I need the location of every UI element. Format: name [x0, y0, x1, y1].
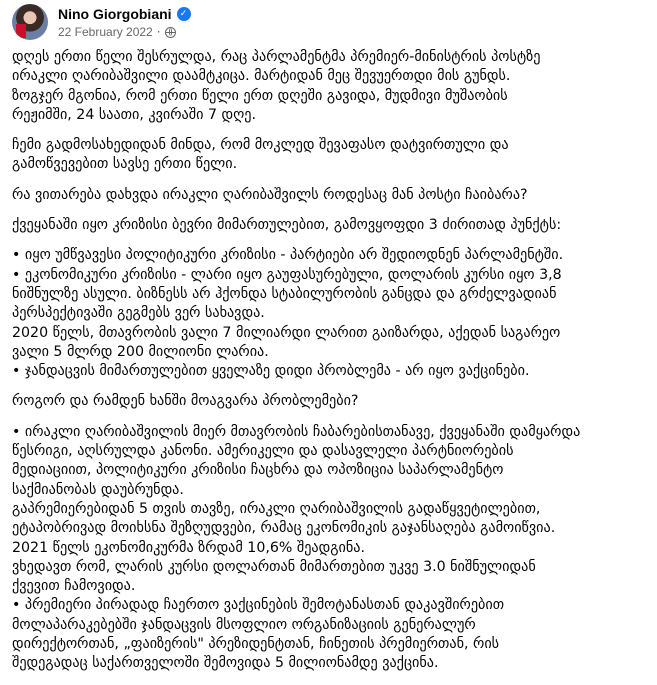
- flag-pin-icon: [16, 24, 26, 38]
- post-line: დღეს ერთი წელი შესრულდა, რაც პარლამენტმა პრემიერ-მინისტრის პოსტზე: [12, 49, 541, 65]
- globe-icon[interactable]: [165, 27, 176, 38]
- post-paragraph: [12, 48, 642, 125]
- post-line: წესრიგი, აღსრულდა კანონი. ამერიკელი და დასავლელი პარტნიორების: [12, 443, 514, 460]
- post-paragraph: [12, 136, 642, 175]
- post-line: ქვეყანაში იყო კრიზისი ბევრი მიმართულებით, გამოვყოფდი 3 ძირითად პუნქტს:: [12, 217, 562, 234]
- post-line: შედეგადაც საქართველოში შემოვიდა 5 მილიონამდე ვაქცინა.: [12, 655, 439, 672]
- post-line: რეჟიმში, 24 საათი, კვირაში 7 დღე.: [12, 106, 256, 123]
- post-line: ზოგჯერ მგონია, რომ ერთი წელი ერთ დღეში გავიდა, მუდმივი მუშაობის: [12, 87, 508, 104]
- author-avatar[interactable]: [12, 4, 48, 40]
- post-text: [12, 48, 642, 685]
- post-paragraph: [12, 246, 642, 381]
- post-line: ვალი 5 მლრდ 200 მილიონი ლარია.: [12, 343, 269, 360]
- post-line: • ირაკლი ღარიბაშვილის მიერ მთავრობის ჩაბარებისთანავე, ქვეყანაში დამყარდა: [12, 423, 581, 440]
- post-line: 2020 წელს, მთავრობის ვალი 7 მილიარდი ლარით გაიზარდა, აქედან საგარეო: [12, 324, 561, 341]
- post-line: მოლაპარაკებებში ჯანდაცვის მსოფლიო ორგანიზაციის გენერალურ: [12, 616, 476, 633]
- post-line: • ჯანდაცვის მიმართულებით ყველაზე დიდი პრობლემა - არ იყო ვაქცინები.: [12, 363, 530, 380]
- post-line: ირაკლი ღარიბაშვილი დაამტკიცა. მარტიდან მეც შევუერთდი მის გუნდს.: [12, 68, 511, 85]
- post-paragraph: [12, 186, 642, 205]
- verified-badge-icon: ✓: [177, 7, 191, 21]
- post-line: საქმიანობას დაუბრუნდა.: [12, 481, 184, 498]
- post-line: მედიაციით, პოლიტიკური კრიზისი ჩაცხრა და ოპოზიცია საპარლამენტო: [12, 462, 504, 479]
- post-line: • ეკონომიკური კრიზისი - ლარი იყო გაუფასურებული, დოლარის კურსი იყო 3,8: [12, 266, 562, 283]
- post-date[interactable]: 22 February 2022: [58, 25, 153, 39]
- post-paragraph: [12, 216, 642, 235]
- post-line: გამოწვევებით სავსე ერთი წელი.: [12, 156, 238, 173]
- post-line: რა ვითარება დახვდა ირაკლი ღარიბაშვილს როდესაც მან პოსტი ჩაიბარა?: [12, 186, 528, 203]
- post-line: ჩემი გადმოსახედიდან მინდა, რომ მოკლედ შევაფასო დატვირთული და: [12, 137, 509, 154]
- post-line: • პრემიერი პირადად ჩაერთო ვაქცინების შემოტანასთან დაკავშირებით: [12, 597, 505, 614]
- post-line: პერსპექტივაში გეგმებს ვერ სახავდა.: [12, 305, 265, 322]
- post-meta: [58, 24, 176, 40]
- meta-separator: ·: [156, 25, 161, 39]
- post-line: • იყო უმწვავესი პოლიტიკური კრიზისი - პარტიები არ შედიოდნენ პარლამენტში.: [12, 247, 564, 264]
- post-line: როგორ და რამდენ ხანში მოაგვარა პრობლემები?: [12, 393, 359, 410]
- post-paragraph: [12, 392, 642, 411]
- post-header: [12, 4, 642, 42]
- post-line: ეტაპობრივად მოიხსნა შეზღუდვები, რამაც ეკონომიკის გაჯანსაღება გამოიწვია.: [12, 520, 556, 537]
- post-line: გაპრემიერებიდან 5 თვის თავზე, ირაკლი ღარიბაშვილის გადაწყვეტილებით,: [12, 500, 541, 517]
- post-line: ვხედავთ რომ, ლარის კურსი დოლართან მიმართებით უკვე 3.0 ნიშნულიდან: [12, 558, 536, 575]
- post-line: ნიშნულზე ასული. ბიზნესს არ ჰქონდა სტაბილურობის განცდა და გრძელვადიან: [12, 285, 557, 302]
- post-line: 2021 წელს ეკონომიკურმა ზრდამ 10,6% შეადგინა.: [12, 539, 365, 556]
- author-row: [58, 4, 191, 24]
- post-line: დირექტორთან, „ფაიზერის" პრეზიდენტთან, ჩინეთის პრემიერთან, რის: [12, 636, 500, 653]
- post-line: ქვევით ჩამოვიდა.: [12, 578, 136, 595]
- post-paragraph: [12, 423, 642, 674]
- author-name[interactable]: Nino Giorgobiani: [58, 6, 172, 22]
